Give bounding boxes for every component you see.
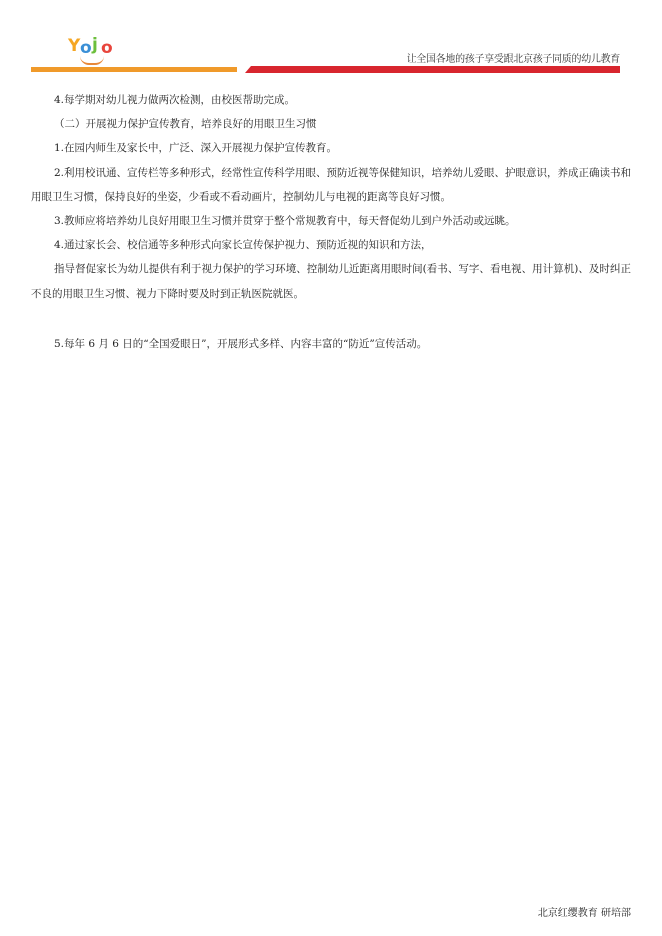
yojo-logo — [64, 36, 118, 66]
header-slogan: 让全国各地的孩子享受跟北京孩子同质的幼儿教育 — [406, 54, 620, 65]
logo-smile-icon — [80, 56, 104, 65]
section-heading: （二）开展视力保护宣传教育，培养良好的用眼卫生习惯 — [54, 118, 317, 131]
logo-letter-o2: o — [101, 38, 113, 58]
paragraph-1: 4.每学期对幼儿视力做两次检测，由校医帮助完成。 — [54, 94, 296, 106]
document-body — [31, 88, 631, 356]
paragraph-gap — [31, 306, 631, 332]
paragraph-2: 1.在园内师生及家长中，广泛、深入开展视力保护宣传教育。 — [54, 142, 338, 155]
logo-letter-y: Y — [68, 36, 81, 56]
logo-letter-o: o — [80, 38, 92, 58]
paragraph-7: 5.每年 6 月 6 日的“全国爱眼日”，开展形式多样、内容丰富的“防近”宣传活动。 — [54, 337, 428, 350]
paragraph-3: 2.利用校讯通、宣传栏等多种形式，经常性宣传科学用眼、预防近视等保健知识，培养幼儿爱眼、护眼意识，养成正确读书和用眼卫生习惯，保持良好的坐姿，少看或不看动画片，控制幼儿与电视的距离等良好习惯。 — [31, 166, 632, 203]
logo-letter-j: j — [92, 35, 98, 55]
page-header — [0, 0, 662, 80]
paragraph-5: 4.通过家长会、校信通等多种形式向家长宣传保护视力、预防近视的知识和方法， — [54, 239, 432, 252]
paragraph-4: 3.教师应将培养幼儿良好用眼卫生习惯并贯穿于整个常规教育中，每天督促幼儿到户外活动或远眺。 — [54, 215, 516, 228]
paragraph-6: 指导督促家长为幼儿提供有利于视力保护的学习环境、控制幼儿近距离用眼时间(看书、写字、看电视、用计算机)、及时纠正不良的用眼卫生习惯、视力下降时要及时到正轨医院就医。 — [31, 263, 631, 300]
header-red-bar — [245, 66, 620, 73]
page-footer: 北京红缨教育 研培部 — [537, 908, 631, 919]
header-orange-bar — [31, 67, 237, 72]
